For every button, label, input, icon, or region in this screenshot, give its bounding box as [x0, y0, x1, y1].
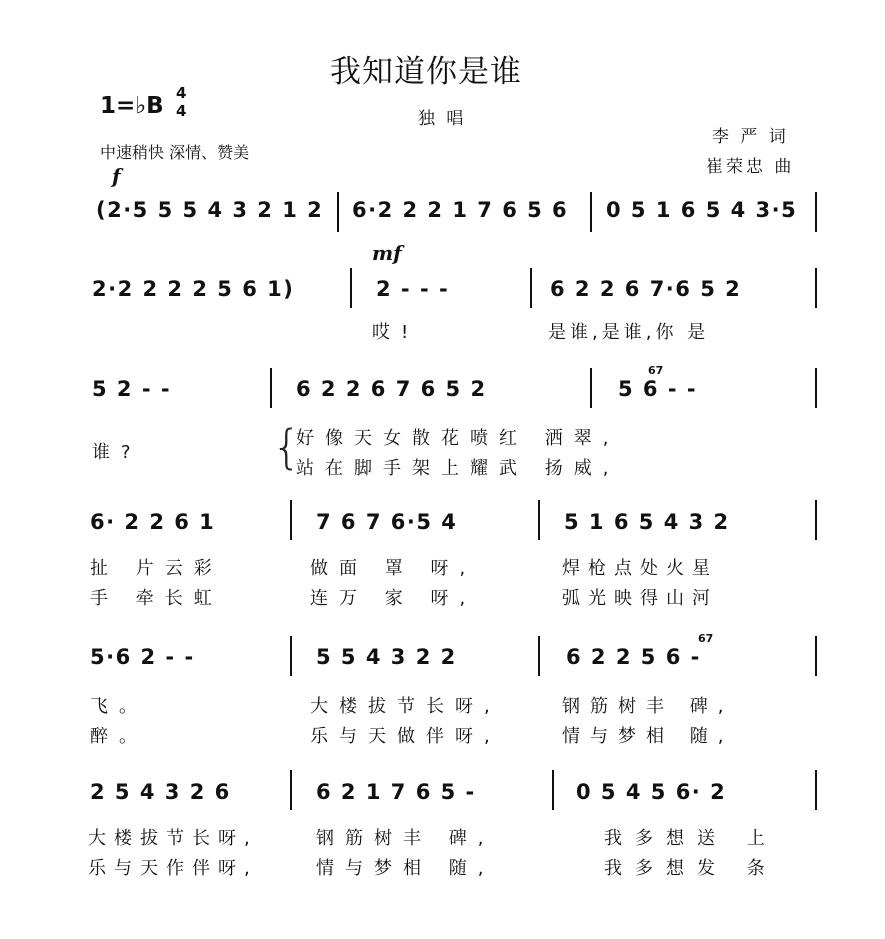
- measure: 6 2 2 6 7 6 5 2: [296, 377, 487, 401]
- dynamic-forte: f: [112, 164, 121, 188]
- barline: [590, 368, 592, 408]
- composer-credit: 崔荣忠 曲: [706, 157, 795, 177]
- lyric-line: 大楼拔节长呀,: [310, 696, 501, 717]
- lyric-line: 扯 片云彩: [90, 558, 223, 579]
- lyric-line: 情与梦相 随,: [316, 858, 495, 879]
- barline: [290, 770, 292, 810]
- lyric-line: 哎!: [372, 322, 420, 343]
- barline: [815, 192, 817, 232]
- barline: [337, 192, 339, 232]
- measure: 6 2 1 7 6 5 -: [316, 780, 476, 804]
- lyric-line: 情与梦相 随,: [562, 726, 734, 747]
- barline: [530, 268, 532, 308]
- measure: 2·2 2 2 2 5 6 1): [92, 277, 295, 301]
- barline: [815, 636, 817, 676]
- lyric-line: 弧光映得山河: [562, 588, 718, 609]
- time-signature: [176, 84, 186, 120]
- measure: 5 6 - -: [618, 377, 698, 401]
- song-title: 我知道你是谁: [330, 54, 522, 90]
- barline: [815, 500, 817, 540]
- dynamic-mezzoforte: mf: [372, 241, 402, 265]
- measure: 6· 2 2 6 1: [90, 510, 216, 534]
- tempo-marking: 中速稍快 深情、赞美: [100, 143, 250, 162]
- time-signature-bottom: 4: [176, 102, 187, 120]
- measure: 2 5 4 3 2 6: [90, 780, 231, 804]
- barline: [815, 368, 817, 408]
- lyric-line: 钢筋树丰 碑,: [562, 696, 734, 717]
- lyric-line: 站在脚手架上耀武 扬威,: [296, 458, 620, 479]
- measure: 0 5 4 5 6· 2: [576, 780, 727, 804]
- lyric-line: 焊枪点处火星: [562, 558, 718, 579]
- barline: [552, 770, 554, 810]
- lyric-line: 连万 家 呀,: [310, 588, 477, 609]
- measure: 5 1 6 5 4 3 2: [564, 510, 730, 534]
- key-signature: 1=♭B: [100, 93, 164, 119]
- lyric-line: 我多想送 上: [604, 828, 778, 849]
- lyric-line: 醉。: [90, 726, 148, 747]
- time-signature-top: 4: [176, 84, 187, 102]
- measure: 5 2 - -: [92, 377, 172, 401]
- barline: [290, 500, 292, 540]
- grace-notes: 67: [698, 632, 714, 645]
- lyric-line: 我多想发 条: [604, 858, 778, 879]
- barline: [815, 770, 817, 810]
- barline: [590, 192, 592, 232]
- measure: 6 2 2 5 6 -: [566, 645, 701, 669]
- lyric-line: 乐与天做伴呀,: [310, 726, 501, 747]
- barline: [538, 636, 540, 676]
- lyric-line: 钢筋树丰 碑,: [316, 828, 495, 849]
- lyric-line: 好像天女散花喷红 洒翠,: [296, 428, 620, 449]
- barline: [350, 268, 352, 308]
- performance-type: 独 唱: [418, 109, 467, 129]
- measure: 2 - - -: [376, 277, 450, 301]
- lyric-line: 谁?: [92, 442, 142, 463]
- lyricist-credit: 李 严 词: [712, 127, 789, 147]
- measure: 5 5 4 3 2 2: [316, 645, 457, 669]
- barline: [290, 636, 292, 676]
- verse-brace: {: [272, 420, 302, 474]
- measure: 0 5 1 6 5 4 3·5: [606, 198, 798, 222]
- lyric-line: 乐与天作伴呀,: [88, 858, 258, 879]
- lyric-line: 飞。: [90, 696, 148, 717]
- grace-notes: 67: [648, 364, 664, 377]
- lyric-line: 做面 罩 呀,: [310, 558, 477, 579]
- measure: 6·2 2 2 1 7 6 5 6: [352, 198, 569, 222]
- lyric-line: 是谁,是谁,你 是: [548, 322, 710, 343]
- measure: 5·6 2 - -: [90, 645, 195, 669]
- barline: [815, 268, 817, 308]
- barline: [538, 500, 540, 540]
- measure: (2·5 5 5 4 3 2 1 2: [96, 198, 324, 222]
- barline: [270, 368, 272, 408]
- lyric-line: 手 牵长虹: [90, 588, 223, 609]
- lyric-line: 大楼拔节长呀,: [88, 828, 258, 849]
- measure: 7 6 7 6·5 4: [316, 510, 458, 534]
- measure: 6 2 2 6 7·6 5 2: [550, 277, 742, 301]
